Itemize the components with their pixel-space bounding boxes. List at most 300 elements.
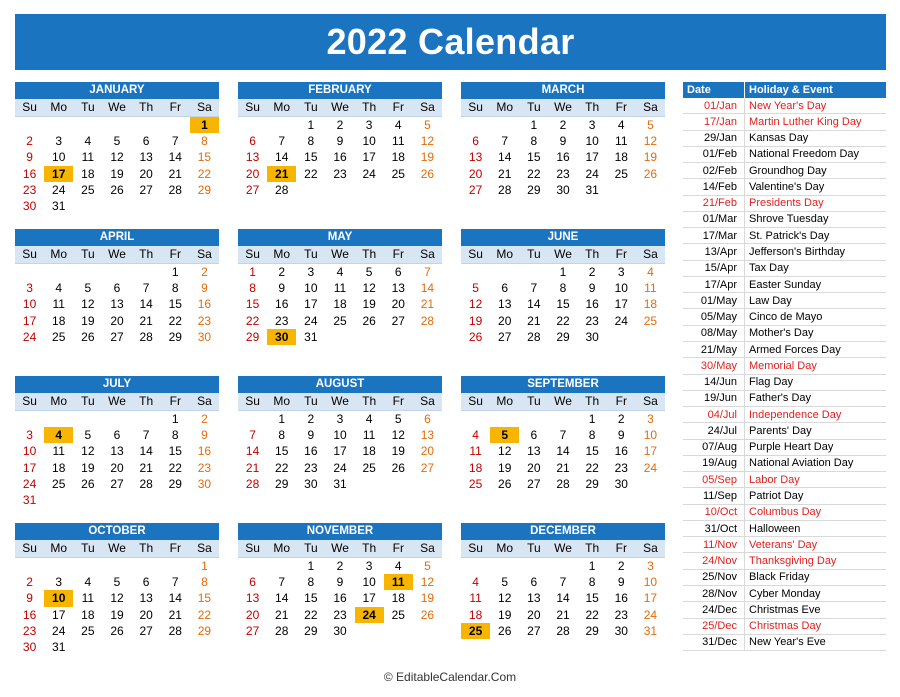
holiday-date: 24/Jul: [683, 423, 745, 439]
holiday-row: [683, 390, 886, 406]
day-cell: 22: [197, 607, 212, 622]
day-cell: 18: [468, 607, 483, 622]
holiday-event: Tax Day: [745, 260, 887, 276]
day-cell: 30: [614, 623, 628, 638]
day-cell: 8: [588, 575, 596, 590]
day-cell: 12: [391, 428, 405, 443]
holiday-event: Christmas Eve: [745, 602, 887, 618]
weekday-label: Fr: [615, 247, 627, 261]
highlighted-day: 11: [384, 574, 413, 590]
holiday-row: [683, 618, 886, 634]
weekday-label: Mo: [50, 247, 68, 261]
day-cell: 19: [391, 444, 405, 459]
month-march: [461, 82, 665, 198]
empty-cell: [461, 411, 490, 427]
day-cell: 20: [139, 607, 153, 622]
weekday-label: Mo: [50, 100, 68, 114]
day-cell: 21: [275, 607, 289, 622]
weekday-label: Mo: [496, 394, 514, 408]
day-cell: 18: [391, 150, 405, 165]
day-cell: 9: [588, 281, 596, 296]
weekday-label: Fr: [615, 100, 627, 114]
day-cell: 23: [556, 166, 570, 181]
day-cell: 1: [307, 118, 315, 132]
weekday-label: Fr: [615, 541, 627, 555]
day-cell: 20: [110, 460, 124, 475]
day-cell: 28: [168, 182, 182, 197]
day-cell: 31: [52, 639, 66, 654]
weekday-label: Tu: [527, 541, 541, 555]
weekday-label: We: [108, 247, 126, 261]
day-cell: 7: [530, 281, 538, 296]
empty-cell: [73, 117, 102, 133]
day-cell: 13: [391, 281, 405, 296]
holiday-date: 08/May: [683, 325, 745, 341]
holiday-date: 01/Jan: [683, 98, 745, 114]
holiday-row: [683, 439, 886, 455]
weekday-label: Tu: [304, 100, 318, 114]
weekday-header: [461, 540, 665, 558]
day-cell: 16: [614, 591, 628, 606]
day-cell: 30: [22, 198, 37, 213]
empty-cell: [238, 411, 267, 427]
empty-cell: [490, 558, 519, 574]
weekday-label: We: [108, 394, 126, 408]
day-cell: 3: [55, 134, 63, 149]
day-cell: 25: [614, 166, 628, 181]
day-cell: 29: [527, 182, 541, 197]
holiday-event: St. Patrick's Day: [745, 228, 887, 244]
day-cell: 11: [362, 428, 376, 443]
weekday-label: Su: [245, 100, 260, 114]
day-cell: 3: [336, 412, 344, 426]
day-cell: 14: [168, 150, 182, 165]
weekday-label: We: [554, 247, 572, 261]
day-cell: 7: [249, 428, 256, 443]
month-name: JULY: [15, 376, 219, 393]
day-cell: 22: [197, 166, 212, 181]
day-cell: 26: [420, 166, 435, 181]
weekday-label: Fr: [615, 394, 627, 408]
day-cell: 29: [304, 623, 318, 638]
day-cell: 12: [420, 134, 435, 149]
day-cell: 22: [585, 607, 599, 622]
month-july: [15, 376, 219, 508]
day-cell: 11: [392, 134, 405, 149]
day-cell: 4: [394, 559, 402, 573]
day-cell: 26: [391, 460, 405, 475]
day-cell: 18: [52, 313, 66, 328]
day-cell: 7: [559, 428, 567, 443]
day-cell: 9: [201, 281, 208, 296]
day-cell: 13: [498, 297, 512, 312]
day-cell: 12: [468, 297, 483, 312]
day-cell: 28: [556, 623, 570, 638]
day-cell: 29: [556, 329, 570, 344]
day-cell: 21: [139, 313, 153, 328]
weekday-label: Th: [585, 541, 600, 555]
holiday-date: 31/Oct: [683, 520, 745, 536]
day-cell: 3: [647, 559, 654, 573]
holiday-date: 24/Dec: [683, 602, 745, 618]
day-cell: 29: [585, 623, 599, 638]
weekday-header: [15, 393, 219, 411]
day-cell: 1: [588, 559, 596, 573]
day-cell: 20: [139, 166, 153, 181]
weekday-label: Sa: [643, 100, 658, 114]
day-cell: 3: [365, 118, 373, 132]
day-cell: 31: [304, 329, 318, 344]
day-cell: 22: [168, 460, 182, 475]
day-cell: 8: [588, 428, 596, 443]
holiday-event: National Freedom Day: [745, 146, 887, 162]
day-cell: 28: [245, 476, 260, 491]
day-cell: 12: [110, 591, 124, 606]
day-cell: 23: [22, 182, 37, 197]
weekday-label: Fr: [169, 100, 181, 114]
day-cell: 25: [391, 607, 405, 622]
day-cell: 3: [617, 265, 625, 279]
day-cell: 29: [275, 476, 289, 491]
day-cell: 27: [391, 313, 405, 328]
month-days: [461, 117, 665, 198]
day-cell: 9: [278, 281, 286, 296]
day-cell: 11: [644, 281, 657, 296]
weekday-header: [238, 393, 442, 411]
weekday-label: Sa: [197, 100, 212, 114]
weekday-label: Mo: [273, 100, 291, 114]
holiday-date: 28/Nov: [683, 585, 745, 601]
day-cell: 27: [110, 329, 124, 344]
day-cell: 27: [245, 623, 260, 638]
day-cell: 19: [420, 591, 435, 606]
day-cell: 15: [168, 297, 182, 312]
day-cell: 2: [278, 265, 286, 279]
day-cell: 14: [498, 150, 512, 165]
day-cell: 14: [139, 297, 153, 312]
holiday-date: 29/Jan: [683, 130, 745, 146]
day-cell: 26: [420, 607, 435, 622]
day-cell: 17: [643, 591, 658, 606]
day-cell: 30: [197, 329, 212, 344]
day-cell: 14: [556, 444, 570, 459]
day-cell: 4: [336, 265, 344, 279]
day-cell: 14: [527, 297, 541, 312]
day-cell: 7: [278, 134, 286, 149]
day-cell: 3: [26, 428, 33, 443]
highlighted-day: 5: [490, 427, 519, 443]
day-cell: 29: [168, 476, 182, 491]
empty-cell: [461, 558, 490, 574]
weekday-label: Tu: [81, 394, 95, 408]
day-cell: 18: [362, 444, 376, 459]
highlighted-day: 21: [267, 166, 296, 182]
day-cell: 18: [52, 460, 66, 475]
day-cell: 7: [559, 575, 567, 590]
weekday-label: Th: [362, 541, 377, 555]
day-cell: 6: [249, 575, 256, 590]
day-cell: 10: [304, 281, 318, 296]
day-cell: 25: [468, 476, 483, 491]
holiday-event: Father's Day: [745, 390, 887, 406]
holiday-row: [683, 260, 886, 276]
day-cell: 31: [333, 476, 347, 491]
day-cell: 3: [26, 281, 33, 296]
day-cell: 19: [81, 313, 95, 328]
holiday-row: [683, 585, 886, 601]
holiday-row: [683, 130, 886, 146]
holiday-row: [683, 407, 886, 423]
weekday-label: Mo: [273, 394, 291, 408]
month-name: JUNE: [461, 229, 665, 246]
day-cell: 19: [362, 297, 376, 312]
day-cell: 25: [81, 182, 95, 197]
weekday-label: We: [554, 100, 572, 114]
day-cell: 16: [556, 150, 570, 165]
holiday-event: Labor Day: [745, 472, 887, 488]
empty-cell: [238, 117, 267, 133]
day-cell: 21: [420, 297, 435, 312]
holiday-event: Columbus Day: [745, 504, 887, 520]
day-cell: 21: [245, 460, 260, 475]
day-cell: 11: [469, 444, 482, 459]
holiday-row: [683, 228, 886, 244]
holiday-row: [683, 293, 886, 309]
day-cell: 6: [142, 134, 150, 149]
holiday-row: [683, 358, 886, 374]
holiday-event: New Year's Day: [745, 98, 887, 114]
weekday-label: Th: [362, 100, 377, 114]
day-cell: 21: [168, 607, 182, 622]
day-cell: 27: [139, 623, 153, 638]
month-name: APRIL: [15, 229, 219, 246]
day-cell: 17: [333, 444, 347, 459]
month-november: [238, 523, 442, 639]
day-cell: 24: [643, 460, 658, 475]
empty-cell: [15, 411, 44, 427]
day-cell: 4: [55, 281, 63, 296]
weekday-label: Tu: [81, 541, 95, 555]
day-cell: 5: [647, 118, 654, 132]
month-june: [461, 229, 665, 345]
empty-cell: [44, 558, 73, 574]
holiday-row: [683, 537, 886, 553]
holiday-date: 02/Feb: [683, 163, 745, 179]
day-cell: 3: [365, 559, 373, 573]
holiday-row: [683, 244, 886, 260]
day-cell: 15: [197, 591, 212, 606]
day-cell: 16: [22, 607, 37, 622]
day-cell: 15: [585, 444, 599, 459]
holiday-row: [683, 569, 886, 585]
day-cell: 9: [201, 428, 208, 443]
holiday-event: Halloween: [745, 520, 887, 536]
highlighted-day: 24: [355, 607, 384, 623]
empty-cell: [44, 411, 73, 427]
day-cell: 11: [81, 150, 95, 165]
empty-cell: [461, 117, 490, 133]
month-days: [15, 411, 219, 508]
weekday-label: Tu: [527, 394, 541, 408]
month-name: JANUARY: [15, 82, 219, 99]
day-cell: 20: [391, 297, 405, 312]
day-cell: 11: [615, 134, 628, 149]
day-cell: 18: [468, 460, 483, 475]
day-cell: 17: [585, 150, 599, 165]
day-cell: 24: [614, 313, 628, 328]
weekday-label: Tu: [304, 541, 318, 555]
month-april: [15, 229, 219, 345]
weekday-label: Sa: [420, 394, 435, 408]
day-cell: 8: [171, 281, 179, 296]
holiday-row: [683, 211, 886, 227]
holiday-date: 10/Oct: [683, 504, 745, 520]
day-cell: 15: [197, 150, 212, 165]
weekday-label: Su: [245, 541, 260, 555]
day-cell: 7: [171, 134, 179, 149]
day-cell: 16: [614, 444, 628, 459]
day-cell: 7: [424, 265, 431, 279]
day-cell: 30: [22, 639, 37, 654]
month-september: [461, 376, 665, 492]
day-cell: 17: [22, 313, 37, 328]
month-name: FEBRUARY: [238, 82, 442, 99]
day-cell: 8: [307, 134, 315, 149]
day-cell: 12: [643, 134, 658, 149]
holiday-row: [683, 472, 886, 488]
weekday-label: Sa: [643, 247, 658, 261]
day-cell: 18: [81, 166, 95, 181]
day-cell: 22: [168, 313, 182, 328]
weekday-label: We: [331, 247, 349, 261]
holiday-event: Independence Day: [745, 407, 887, 423]
holiday-event: Patriot Day: [745, 488, 887, 504]
day-cell: 3: [55, 575, 63, 590]
day-cell: 5: [84, 428, 92, 443]
day-cell: 24: [333, 460, 347, 475]
day-cell: 1: [307, 559, 315, 573]
day-cell: 3: [307, 265, 315, 279]
weekday-label: We: [554, 394, 572, 408]
holiday-date: 01/Mar: [683, 211, 745, 227]
weekday-label: Sa: [197, 541, 212, 555]
day-cell: 19: [110, 607, 124, 622]
weekday-label: Sa: [420, 100, 435, 114]
month-days: [461, 264, 665, 345]
day-cell: 16: [333, 591, 347, 606]
day-cell: 13: [139, 150, 153, 165]
holiday-event: National Aviation Day: [745, 455, 887, 471]
day-cell: 16: [197, 444, 212, 459]
highlighted-day: 17: [44, 166, 73, 182]
weekday-label: Tu: [527, 100, 541, 114]
holiday-date: 01/Feb: [683, 146, 745, 162]
weekday-label: Mo: [496, 541, 514, 555]
weekday-label: Mo: [496, 247, 514, 261]
weekday-header: [238, 246, 442, 264]
weekday-header: [461, 246, 665, 264]
holiday-table: [683, 82, 886, 651]
day-cell: 12: [498, 444, 512, 459]
day-cell: 19: [110, 166, 124, 181]
holiday-row: [683, 98, 886, 114]
day-cell: 7: [142, 428, 150, 443]
weekday-label: Su: [468, 394, 483, 408]
month-days: [15, 264, 219, 345]
day-cell: 23: [197, 313, 212, 328]
holiday-date: 24/Nov: [683, 553, 745, 569]
day-cell: 2: [336, 559, 344, 573]
day-cell: 5: [501, 575, 509, 590]
day-cell: 28: [139, 329, 153, 344]
day-cell: 22: [527, 166, 541, 181]
day-cell: 28: [420, 313, 435, 328]
holiday-event: Cyber Monday: [745, 585, 887, 601]
holiday-date-header: Date: [683, 82, 745, 98]
day-cell: 23: [333, 607, 347, 622]
month-days: [238, 411, 442, 492]
day-cell: 20: [527, 460, 541, 475]
day-cell: 27: [527, 476, 541, 491]
weekday-label: Th: [139, 541, 154, 555]
holiday-event-header: Holiday & Event: [745, 82, 887, 98]
day-cell: 4: [472, 575, 479, 590]
weekday-label: Fr: [169, 247, 181, 261]
weekday-label: Mo: [496, 100, 514, 114]
day-cell: 23: [275, 313, 289, 328]
holiday-event: Black Friday: [745, 569, 887, 585]
day-cell: 31: [643, 623, 658, 638]
day-cell: 23: [333, 166, 347, 181]
holiday-row: [683, 374, 886, 390]
weekday-label: Mo: [273, 247, 291, 261]
day-cell: 27: [468, 182, 483, 197]
day-cell: 9: [336, 134, 344, 149]
day-cell: 21: [168, 166, 182, 181]
empty-cell: [490, 264, 519, 280]
day-cell: 23: [614, 460, 628, 475]
day-cell: 1: [171, 412, 179, 426]
day-cell: 19: [468, 313, 483, 328]
weekday-label: Fr: [392, 247, 404, 261]
holiday-date: 21/Feb: [683, 195, 745, 211]
day-cell: 2: [559, 118, 567, 132]
day-cell: 5: [424, 559, 431, 573]
day-cell: 18: [391, 591, 405, 606]
month-name: DECEMBER: [461, 523, 665, 540]
holiday-row: [683, 163, 886, 179]
day-cell: 18: [333, 297, 347, 312]
weekday-label: Tu: [304, 394, 318, 408]
day-cell: 5: [424, 118, 431, 132]
weekday-label: Th: [362, 394, 377, 408]
day-cell: 11: [333, 281, 347, 296]
weekday-label: Su: [468, 247, 483, 261]
empty-cell: [161, 117, 190, 133]
day-cell: 26: [468, 329, 483, 344]
day-cell: 7: [171, 575, 179, 590]
day-cell: 26: [81, 329, 95, 344]
day-cell: 30: [585, 329, 599, 344]
weekday-header: [15, 246, 219, 264]
day-cell: 8: [201, 575, 208, 590]
day-cell: 10: [22, 444, 37, 459]
day-cell: 11: [469, 591, 482, 606]
day-cell: 27: [110, 476, 124, 491]
day-cell: 27: [245, 182, 260, 197]
holiday-table-header: [683, 82, 886, 98]
day-cell: 5: [113, 575, 121, 590]
